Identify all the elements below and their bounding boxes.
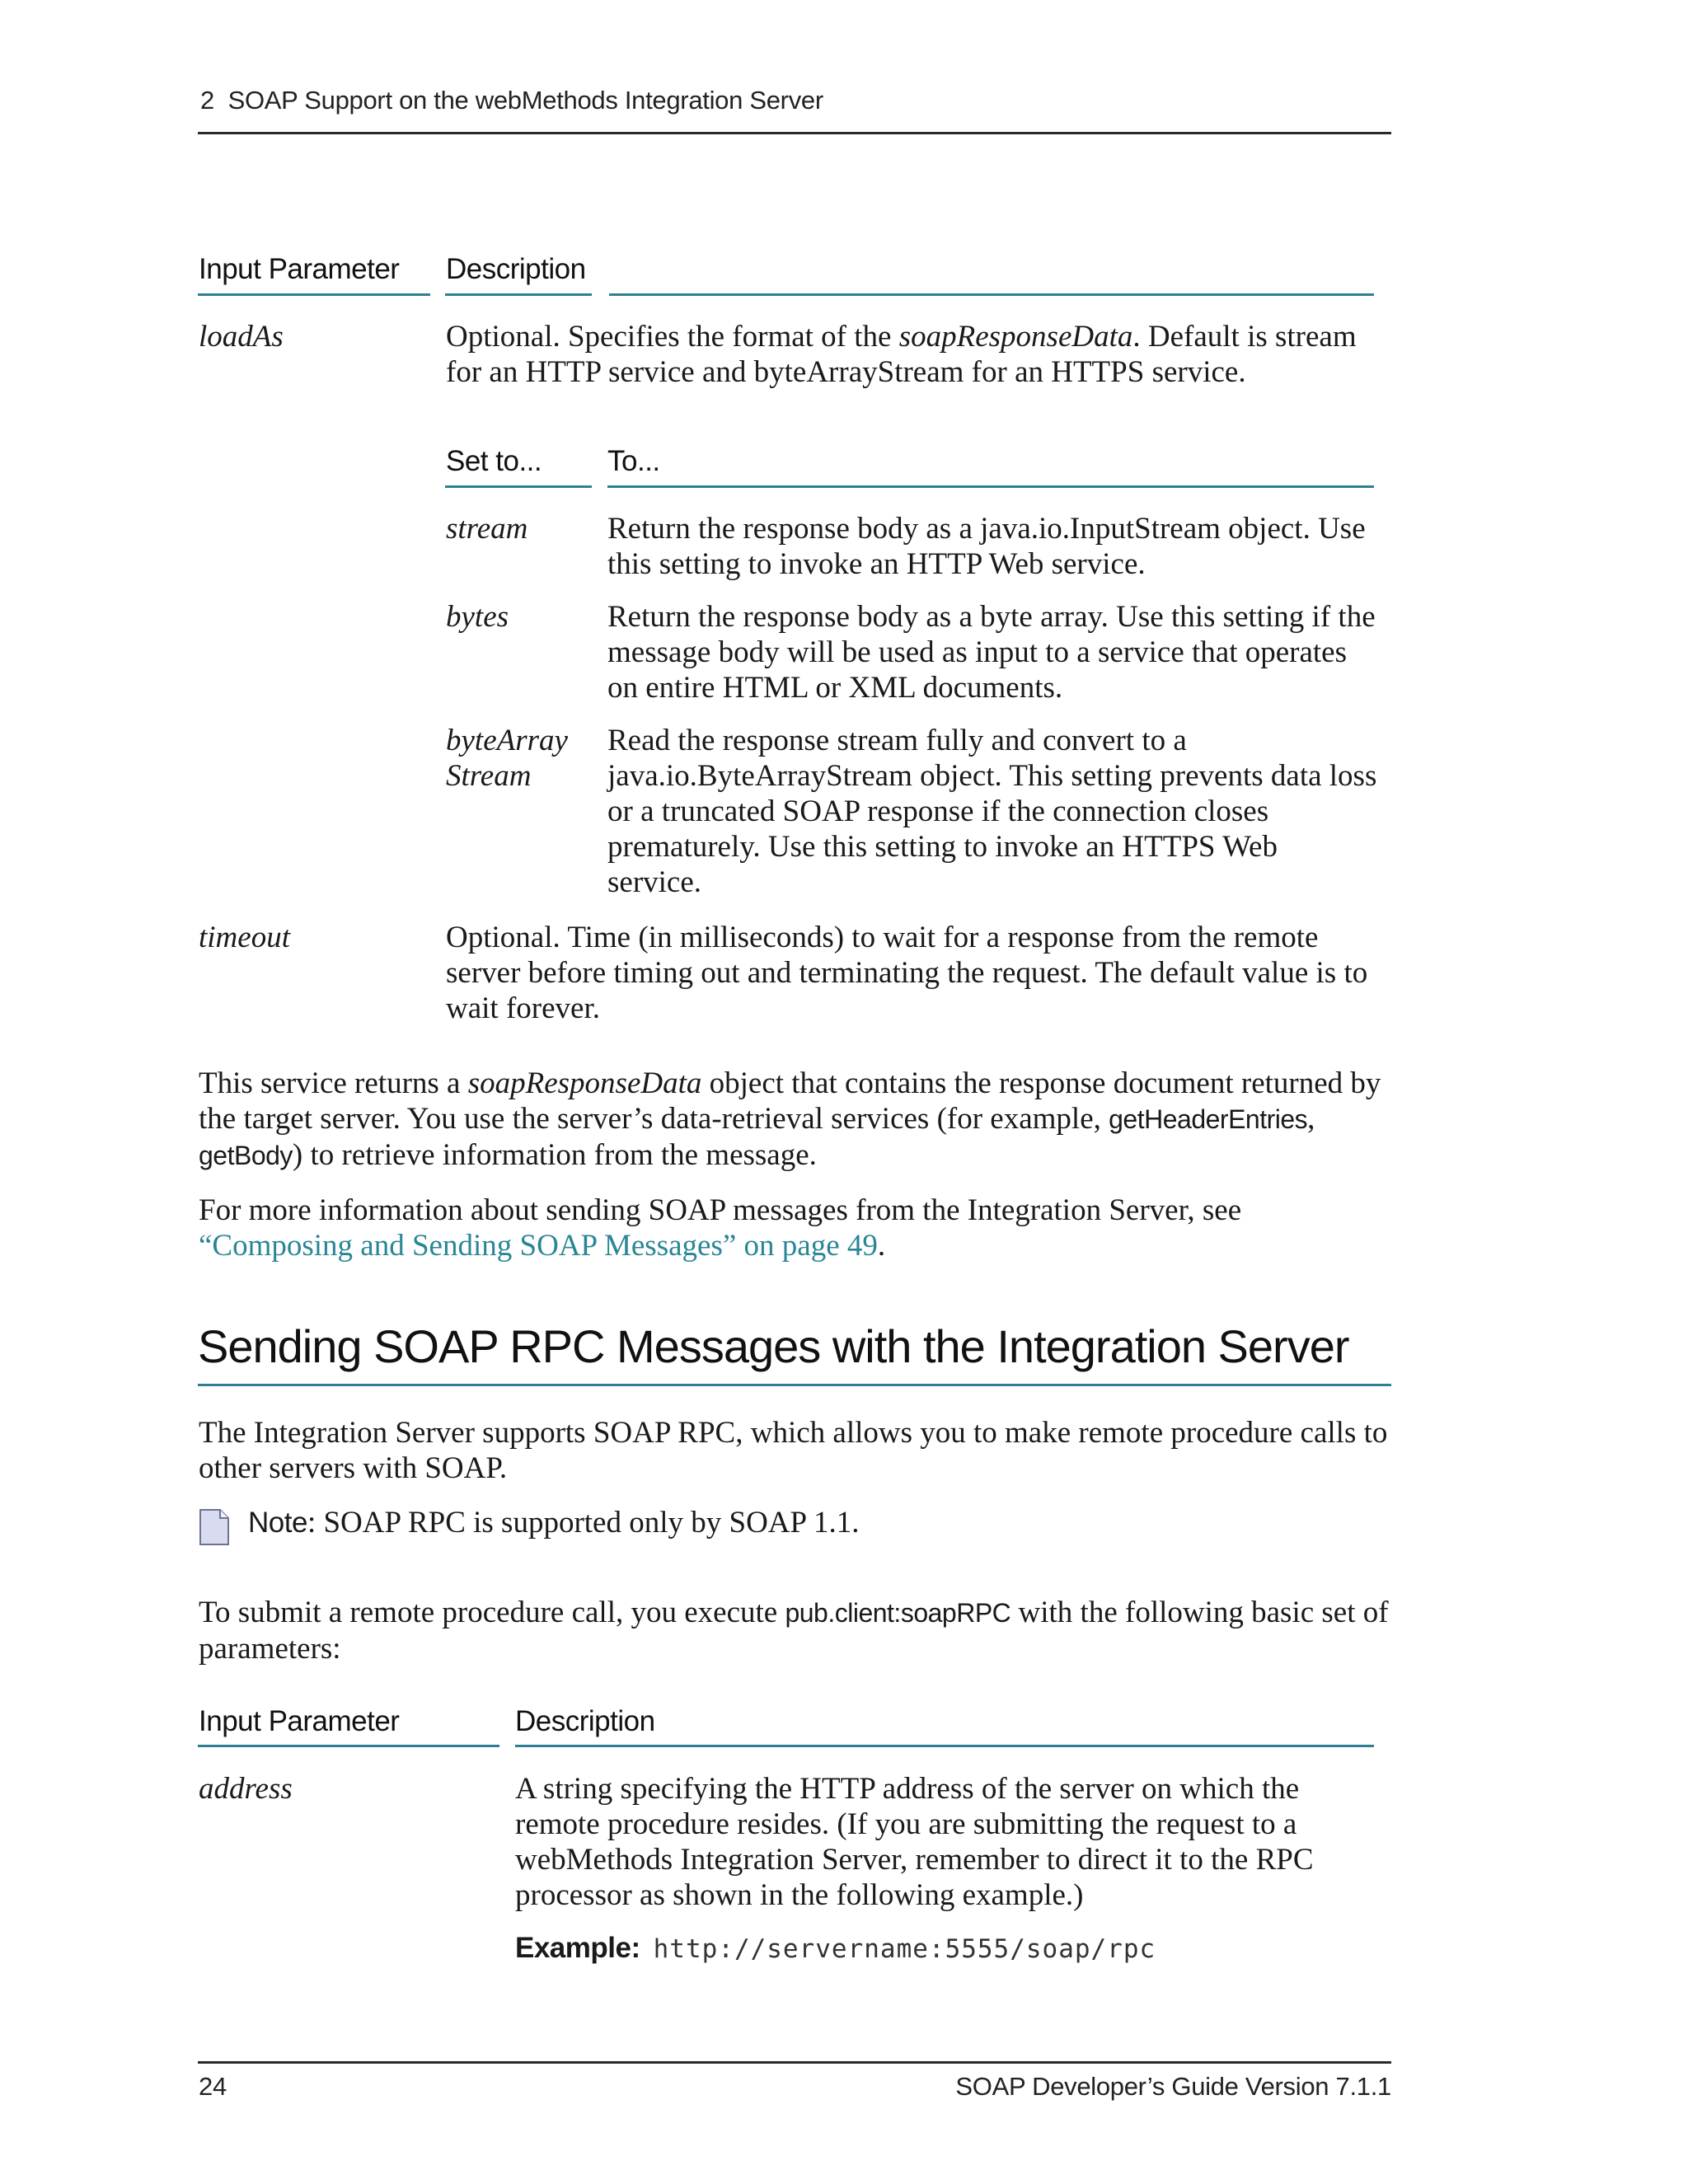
address-description: A string specifying the HTTP address of the server on which the remote procedure resides. (If you are submitting the request to a webMethods Integration Server, remember to direct it to the RPC processor as shown in the following example.) [515,1772,1314,1912]
subtable-col-to-rule [607,485,1374,488]
table1-col-param-rule [198,293,430,296]
table1-col-desc: Description [446,253,586,285]
option-bytes: bytes [446,600,509,634]
option-stream: stream [446,512,528,546]
section-heading-rule [198,1384,1391,1386]
subtable-col-set-rule [445,485,592,488]
option-stream-desc: Return the response body as a java.io.InputStream object. Use this setting to invoke an HTTP Web service. [607,512,1366,581]
param-timeout: timeout [199,921,290,954]
running-header [200,86,823,115]
section-intro: The Integration Server supports SOAP RPC, which allows you to make remote procedure calls to other servers with SOAP. [199,1416,1388,1485]
chapter-title: SOAP Support on the webMethods Integration Server [227,86,823,115]
subtable-col-set: Set to... [446,445,542,477]
option-bytes-desc: Return the response body as a byte array. Use this setting if the message body will be used as input to a service that operates on entire HTML or XML documents. [607,600,1376,705]
code-getBody: getBody [199,1141,293,1170]
option-bytearraystream-desc: Read the response stream fully and convert to a java.io.ByteArrayStream object. This setting prevents data loss or a truncated SOAP response if the connection closes prematurely. Use this setting to invoke an HTTPS Web service. [607,724,1377,899]
timeout-description: Optional. Time (in milliseconds) to wait for a response from the remote server before timing out and terminating the request. The default value is to wait forever. [446,921,1368,1025]
header-rule [198,132,1391,134]
chapter-number: 2 [200,86,214,115]
note-label: Note [248,1507,307,1539]
table2-col-desc-rule [515,1745,1374,1747]
code-getHeaderEntries: getHeaderEntries [1109,1104,1308,1134]
page-number: 24 [199,2072,227,2101]
note-text: : SOAP RPC is supported only by SOAP 1.1. [307,1506,860,1540]
address-example [515,1932,1156,1965]
example-url: http://servername:5555/soap/rpc [653,1934,1156,1964]
option-bytearraystream: byteArray Stream [446,724,568,793]
table1-col-desc-rule [445,293,592,296]
footer-rule [198,2061,1391,2064]
returns-paragraph: This service returns a soapResponseData object that contains the response document returned by the target server. You use the server’s data-retrieval services (for example, getHeaderEntries, getBody) to retrieve information from the message. [199,1066,1381,1172]
table1-col-param: Input Parameter [199,253,400,285]
table1-col-extra-rule [609,293,1374,296]
note-icon [199,1508,230,1546]
code-soapRPC: pub.client:soapRPC [785,1598,1011,1628]
cross-reference-link[interactable]: “Composing and Sending SOAP Messages” on page 49 [199,1229,878,1263]
table2-col-param: Input Parameter [199,1705,400,1737]
example-label: Example: [515,1932,640,1964]
more-info-paragraph: For more information about sending SOAP messages from the Integration Server, see “Composing and Sending SOAP Messages” on page 49. [199,1193,1242,1263]
table2-col-desc: Description [515,1705,655,1737]
loadAs-description: Optional. Specifies the format of the soapResponseData. Default is stream for an HTTP service and byteArrayStream for an HTTPS service. [446,320,1357,389]
table2-col-param-rule [198,1745,499,1747]
param-loadAs: loadAs [199,320,284,354]
param-address: address [199,1772,293,1806]
doc-title: SOAP Developer’s Guide Version 7.1.1 [955,2072,1391,2101]
section-heading: Sending SOAP RPC Messages with the Integration Server [198,1320,1349,1372]
submit-paragraph: To submit a remote procedure call, you execute pub.client:soapRPC with the following basic set of parameters: [199,1596,1389,1666]
subtable-col-to: To... [607,445,660,477]
